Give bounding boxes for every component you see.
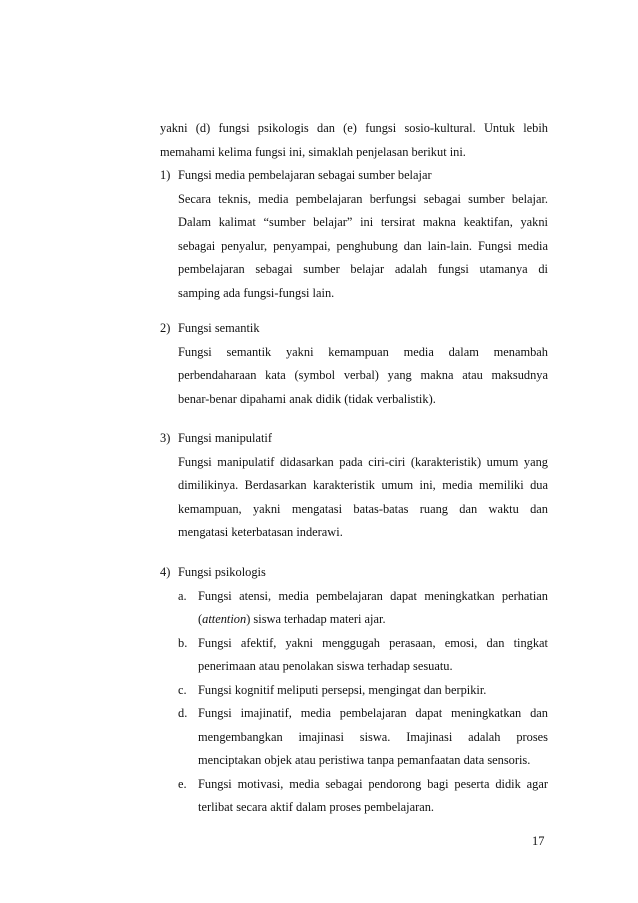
paragraph-line: benar-benar dipahami anak didik (tidak verbalistik). (178, 391, 436, 406)
list-item (160, 585, 548, 632)
paragraph-line: kemampuan, yakni mengatasi batas-batas ruang dan waktu dan (178, 501, 548, 516)
section-4 (160, 561, 548, 820)
paragraph-line: Dalam kalimat “sumber belajar” ini tersirat makna keaktifan, yakni (178, 215, 548, 229)
paragraph-line: Fungsi manipulatif didasarkan pada ciri-ciri (karakteristik) umum yang (178, 454, 548, 469)
list-item (160, 679, 548, 703)
section-3-title: Fungsi manipulatif (178, 431, 272, 445)
item-line: Fungsi afektif, yakni menggugah perasaan, emosi, dan tingkat (198, 635, 548, 650)
section-3 (160, 427, 548, 545)
section-2-body (178, 341, 548, 412)
paragraph-line: perbendaharaan kata (symbol verbal) yang makna atau maksudnya (178, 368, 548, 382)
list-item (160, 632, 548, 679)
section-4-title: Fungsi psikologis (178, 565, 266, 579)
list-item (160, 773, 548, 820)
item-line: terlibat secara aktif dalam proses pembelajaran. (198, 800, 434, 814)
item-label: c. (178, 682, 187, 697)
section-2-number: 2) (160, 321, 171, 335)
section-4-number: 4) (160, 565, 171, 579)
item-label: b. (178, 635, 188, 650)
section-3-number: 3) (160, 431, 171, 445)
paragraph-line: pembelajaran sebagai sumber belajar adalah fungsi utamanya di (178, 262, 548, 276)
item-line: Fungsi kognitif meliputi persepsi, mengingat dan berpikir. (198, 682, 487, 697)
item-line: Fungsi motivasi, media sebagai pendorong bagi peserta didik agar (198, 776, 548, 791)
item-line: Fungsi imajinatif, media pembelajaran dapat meningkatkan dan (198, 706, 548, 720)
item-line: penerimaan atau penolakan siswa terhadap sesuatu. (198, 659, 453, 673)
section-1-body (178, 188, 548, 306)
item-line: (attention) siswa terhadap materi ajar. (198, 612, 386, 626)
intro-line-1: yakni (d) fungsi psikologis dan (e) fungsi sosio-kultural. Untuk lebih (160, 121, 548, 135)
item-label: d. (178, 706, 188, 720)
attention-term: attention (202, 612, 247, 626)
section-2 (160, 317, 548, 411)
paragraph-line: Fungsi semantik yakni kemampuan media dalam menambah (178, 344, 548, 359)
paragraph-line: dimilikinya. Berdasarkan karakteristik umum ini, media memiliki dua (178, 478, 548, 492)
item-label: e. (178, 776, 187, 791)
list-item (160, 702, 548, 773)
paragraph-line: Secara teknis, media pembelajaran berfungsi sebagai sumber belajar. (178, 191, 548, 206)
item-line: Fungsi atensi, media pembelajaran dapat meningkatkan perhatian (198, 588, 548, 603)
intro-paragraph (160, 117, 548, 164)
section-1-number: 1) (160, 168, 171, 182)
item-line: menciptakan objek atau peristiwa tanpa pemanfaatan data sensoris. (198, 753, 531, 767)
section-2-title: Fungsi semantik (178, 321, 260, 335)
item-label: a. (178, 588, 187, 603)
paragraph-line: mengatasi keterbatasan inderawi. (178, 525, 343, 539)
section-1 (160, 164, 548, 305)
page-number: 17 (532, 834, 545, 848)
paragraph-line: sebagai penyalur, penyampai, penghubung dan lain-lain. Fungsi media (178, 238, 548, 253)
paragraph-line: samping ada fungsi-fungsi lain. (178, 285, 335, 300)
section-1-title: Fungsi media pembelajaran sebagai sumber belajar (178, 168, 432, 182)
section-3-body (178, 451, 548, 545)
item-line: mengembangkan imajinasi siswa. Imajinasi adalah proses (198, 729, 548, 744)
intro-line-2: memahami kelima fungsi ini, simaklah penjelasan berikut ini. (160, 144, 466, 159)
